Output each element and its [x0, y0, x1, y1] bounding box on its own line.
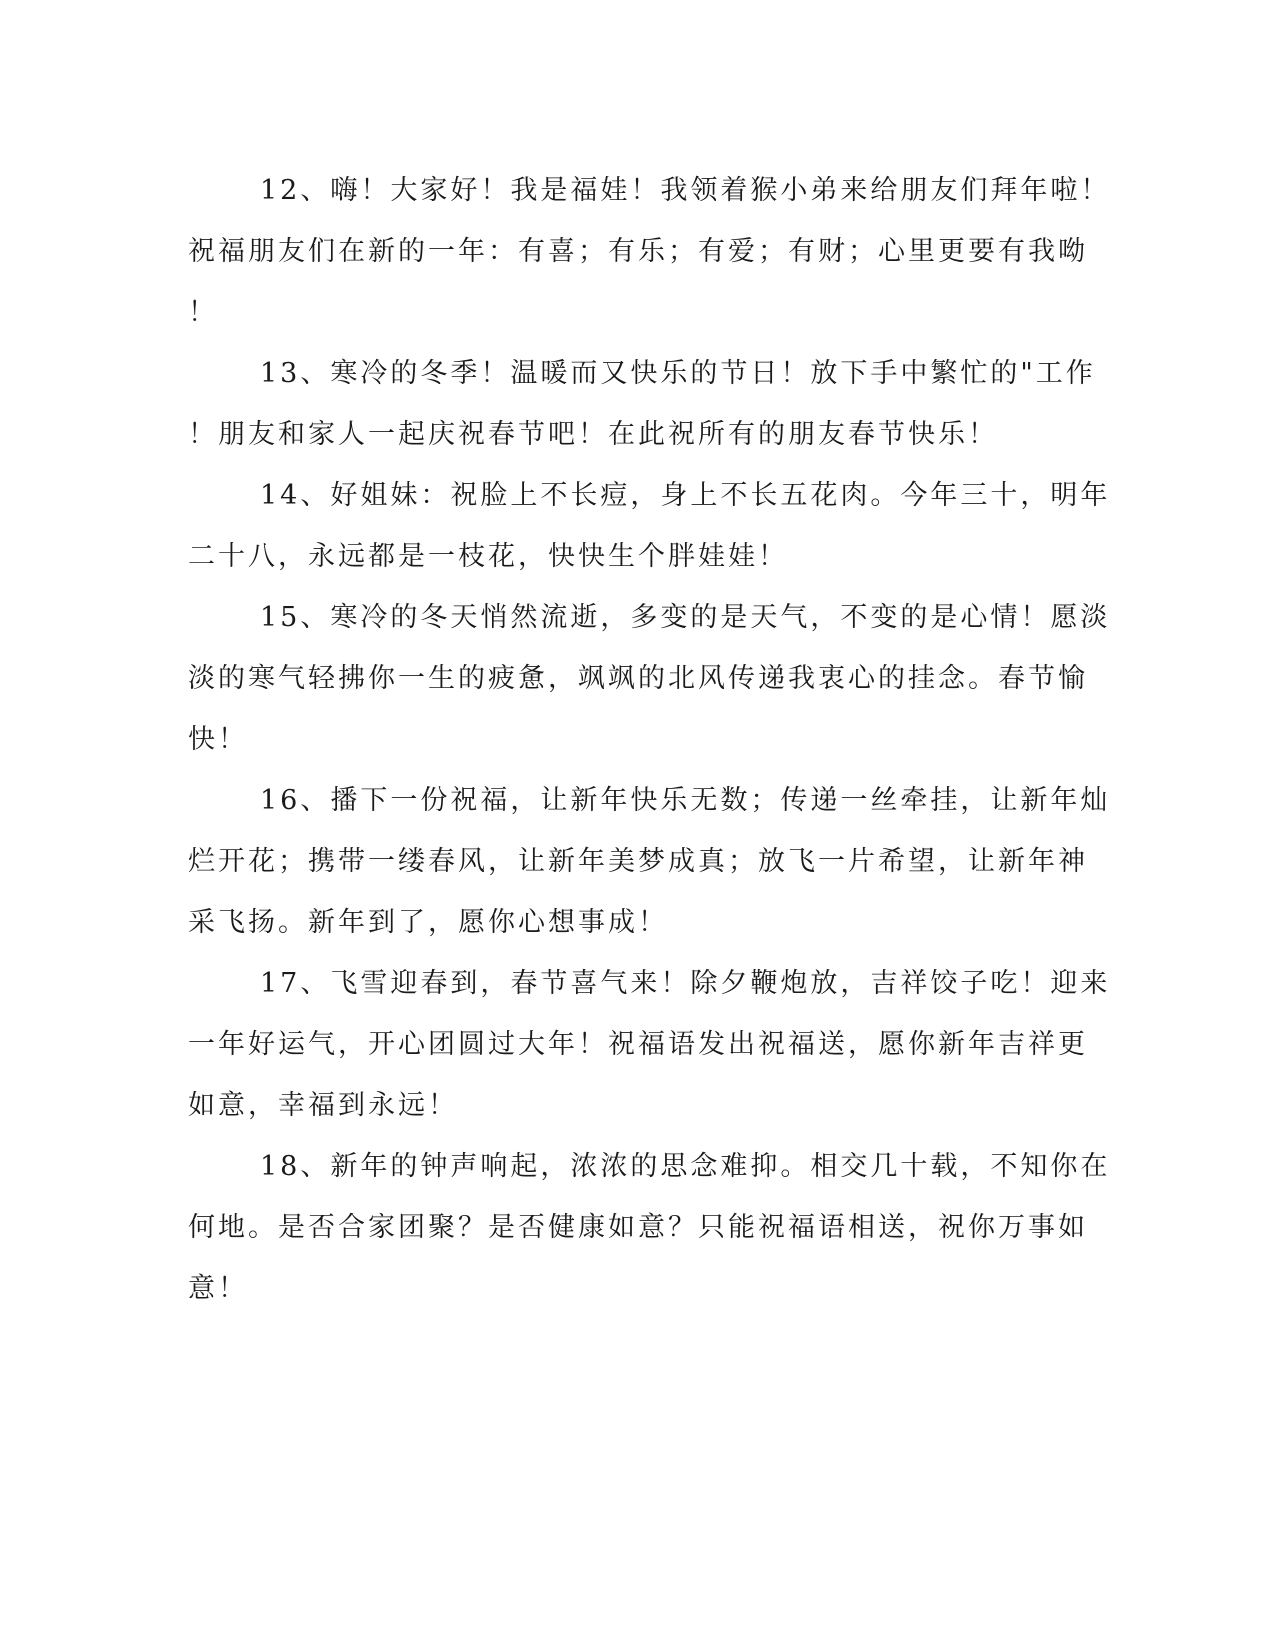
paragraph-line: 18、新年的钟声响起，浓浓的思念难抑。相交几十载，不知你在 [260, 1151, 1111, 1182]
paragraph-line: ！朋友和家人一起庆祝春节吧！在此祝所有的朋友春节快乐！ [188, 419, 998, 450]
paragraph-line: 淡的寒气轻拂你一生的疲惫，飒飒的北风传递我衷心的挂念。春节愉 [188, 663, 1088, 694]
paragraph-12 [188, 160, 1111, 343]
paragraph-16 [188, 770, 1111, 953]
paragraph-line: 采飞扬。新年到了，愿你心想事成！ [188, 907, 668, 938]
paragraph-13 [188, 343, 1096, 465]
paragraph-line: 意！ [188, 1273, 248, 1304]
paragraph-15 [188, 587, 1111, 770]
paragraph-line: 如意，幸福到永远！ [188, 1090, 458, 1121]
paragraph-line: 一年好运气，开心团圆过大年！祝福语发出祝福送，愿你新年吉祥更 [188, 1029, 1088, 1060]
paragraph-18 [188, 1136, 1111, 1319]
paragraph-line: 何地。是否合家团聚？是否健康如意？只能祝福语相送，祝你万事如 [188, 1212, 1088, 1243]
paragraph-line: 17、飞雪迎春到，春节喜气来！除夕鞭炮放，吉祥饺子吃！迎来 [260, 968, 1111, 999]
paragraph-line: 16、播下一份祝福，让新年快乐无数；传递一丝牵挂，让新年灿 [260, 785, 1111, 816]
paragraph-line: ！ [188, 297, 218, 328]
paragraph-line: 二十八，永远都是一枝花，快快生个胖娃娃！ [188, 541, 788, 572]
paragraph-line: 15、寒冷的冬天悄然流逝，多变的是天气，不变的是心情！愿淡 [260, 602, 1111, 633]
paragraph-line: 快！ [188, 724, 248, 755]
paragraph-17 [188, 953, 1111, 1136]
paragraph-14 [188, 465, 1111, 587]
paragraph-line: 祝福朋友们在新的一年：有喜；有乐；有爱；有财；心里更要有我呦 [188, 236, 1088, 267]
paragraph-line: 14、好姐妹：祝脸上不长痘，身上不长五花肉。今年三十，明年 [260, 480, 1111, 511]
paragraph-line: 烂开花；携带一缕春风，让新年美梦成真；放飞一片希望，让新年神 [188, 846, 1088, 877]
document-body [188, 160, 1111, 1319]
paragraph-line: 13、寒冷的冬季！温暖而又快乐的节日！放下手中繁忙的"工作 [260, 358, 1096, 389]
paragraph-line: 12、嗨！大家好！我是福娃！我领着猴小弟来给朋友们拜年啦！ [260, 175, 1111, 206]
